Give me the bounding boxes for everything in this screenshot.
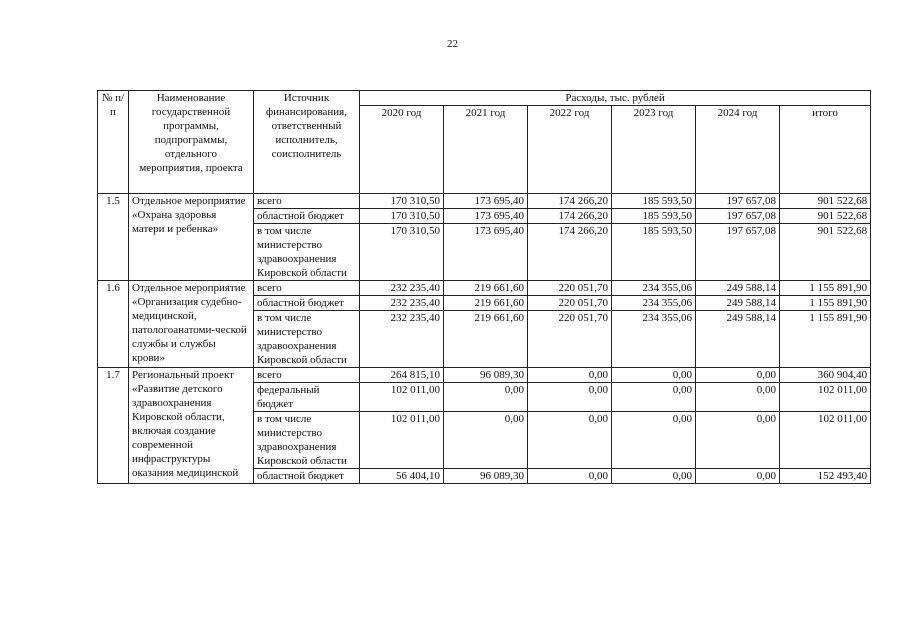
- item-number: 1.5: [98, 194, 129, 281]
- item-number: 1.7: [98, 368, 129, 484]
- expense-value: 197 657,08: [696, 224, 780, 281]
- total-value: 360 904,40: [780, 368, 871, 383]
- funding-source: федеральный бюджет: [254, 383, 360, 412]
- expense-value: 102 011,00: [360, 412, 444, 469]
- expense-value: 174 266,20: [528, 209, 612, 224]
- expense-value: 0,00: [444, 383, 528, 412]
- total-value: 901 522,68: [780, 194, 871, 209]
- expense-value: 197 657,08: [696, 209, 780, 224]
- budget-table: [97, 90, 871, 484]
- expense-value: 249 588,14: [696, 311, 780, 368]
- table-row: [98, 368, 871, 383]
- page-number: 22: [447, 38, 458, 50]
- expense-value: 185 593,50: [612, 224, 696, 281]
- total-value: 1 155 891,90: [780, 311, 871, 368]
- expense-value: 0,00: [444, 412, 528, 469]
- expense-value: 264 815,10: [360, 368, 444, 383]
- expense-value: 0,00: [696, 383, 780, 412]
- expense-value: 232 235,40: [360, 281, 444, 296]
- table-row: [98, 281, 871, 296]
- expense-value: 173 695,40: [444, 209, 528, 224]
- total-value: 1 155 891,90: [780, 281, 871, 296]
- funding-source: всего: [254, 281, 360, 296]
- expense-value: 197 657,08: [696, 194, 780, 209]
- expense-value: 0,00: [696, 368, 780, 383]
- expense-value: 173 695,40: [444, 224, 528, 281]
- funding-source: областной бюджет: [254, 469, 360, 484]
- expense-value: 174 266,20: [528, 194, 612, 209]
- header-year: 2023 год: [612, 106, 696, 194]
- funding-source: в том числе министерство здравоохранения Кировской области: [254, 311, 360, 368]
- total-value: 152 493,40: [780, 469, 871, 484]
- header-no: № п/п: [98, 91, 129, 194]
- header-source: Источник финансирования, ответственный исполнитель, соисполнитель: [254, 91, 360, 194]
- funding-source: всего: [254, 368, 360, 383]
- item-name: Региональный проект «Развитие детского здравоохранения Кировской области, включая создание современной инфраструктуры оказания медицинской: [129, 368, 254, 484]
- total-value: 1 155 891,90: [780, 296, 871, 311]
- expense-value: 234 355,06: [612, 311, 696, 368]
- expense-value: 174 266,20: [528, 224, 612, 281]
- header-year: 2024 год: [696, 106, 780, 194]
- expense-value: 249 588,14: [696, 296, 780, 311]
- expense-value: 219 661,60: [444, 281, 528, 296]
- total-value: 102 011,00: [780, 383, 871, 412]
- expense-value: 220 051,70: [528, 281, 612, 296]
- funding-source: областной бюджет: [254, 296, 360, 311]
- expense-value: 219 661,60: [444, 296, 528, 311]
- total-value: 901 522,68: [780, 209, 871, 224]
- expense-value: 102 011,00: [360, 383, 444, 412]
- expense-value: 232 235,40: [360, 296, 444, 311]
- expense-value: 96 089,30: [444, 368, 528, 383]
- expense-value: 173 695,40: [444, 194, 528, 209]
- item-name: Отдельное мероприятие «Организация судебно-медицинской, патологоанатоми-ческой службы и службы крови»: [129, 281, 254, 368]
- table-row: [98, 194, 871, 209]
- header-expenses: Расходы, тыс. рублей: [360, 91, 871, 106]
- header-year: 2022 год: [528, 106, 612, 194]
- header-year: 2020 год: [360, 106, 444, 194]
- expense-value: 220 051,70: [528, 311, 612, 368]
- expense-value: 232 235,40: [360, 311, 444, 368]
- expense-value: 0,00: [528, 383, 612, 412]
- funding-source: в том числе министерство здравоохранения Кировской области: [254, 224, 360, 281]
- expense-value: 170 310,50: [360, 224, 444, 281]
- expense-value: 56 404,10: [360, 469, 444, 484]
- expense-value: 0,00: [612, 412, 696, 469]
- table-body: [98, 194, 871, 484]
- expense-value: 0,00: [612, 368, 696, 383]
- header-name: Наименование государственной программы, подпрограммы, отдельного мероприятия, проекта: [129, 91, 254, 194]
- expense-value: 0,00: [528, 469, 612, 484]
- total-value: 102 011,00: [780, 412, 871, 469]
- expense-value: 0,00: [696, 412, 780, 469]
- expense-value: 0,00: [696, 469, 780, 484]
- expense-value: 249 588,14: [696, 281, 780, 296]
- expense-value: 170 310,50: [360, 209, 444, 224]
- expense-value: 234 355,06: [612, 296, 696, 311]
- table-header: [98, 91, 871, 194]
- expense-value: 0,00: [612, 383, 696, 412]
- expense-value: 185 593,50: [612, 209, 696, 224]
- funding-source: областной бюджет: [254, 209, 360, 224]
- funding-source: в том числе министерство здравоохранения Кировской области: [254, 412, 360, 469]
- expense-value: 0,00: [528, 412, 612, 469]
- expense-value: 219 661,60: [444, 311, 528, 368]
- header-year: 2021 год: [444, 106, 528, 194]
- expense-value: 185 593,50: [612, 194, 696, 209]
- expense-value: 220 051,70: [528, 296, 612, 311]
- item-number: 1.6: [98, 281, 129, 368]
- expense-value: 170 310,50: [360, 194, 444, 209]
- header-total: итого: [780, 106, 871, 194]
- expense-value: 0,00: [528, 368, 612, 383]
- item-name: Отдельное мероприятие «Охрана здоровья матери и ребенка»: [129, 194, 254, 281]
- expense-value: 0,00: [612, 469, 696, 484]
- total-value: 901 522,68: [780, 224, 871, 281]
- expense-value: 96 089,30: [444, 469, 528, 484]
- funding-source: всего: [254, 194, 360, 209]
- expense-value: 234 355,06: [612, 281, 696, 296]
